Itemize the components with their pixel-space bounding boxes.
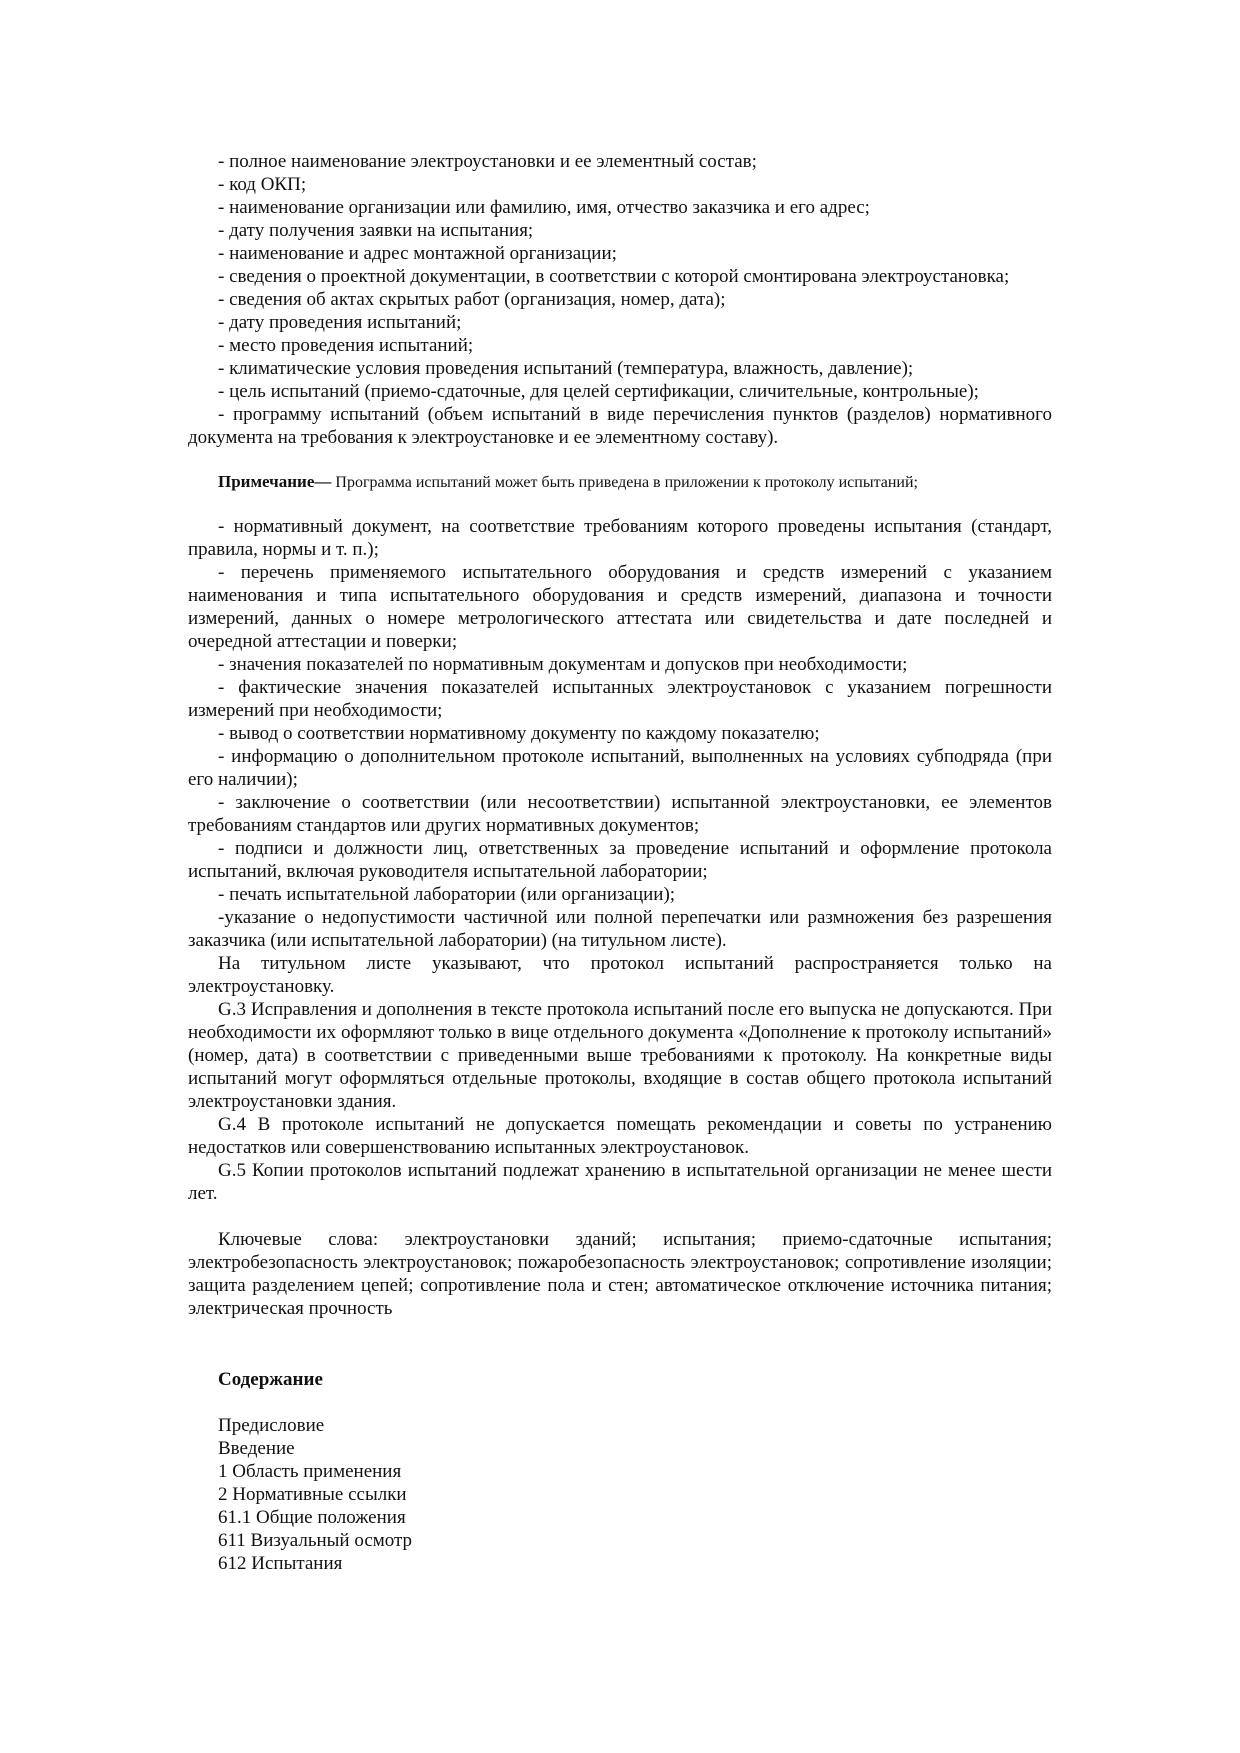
toc-item: 61.1 Общие положения [218,1507,406,1528]
protocol-requirements-list-b [188,515,1052,1205]
clause-g5: G.5 Копии протоколов испытаний подлежат хранению в испытательной организации не менее шести лет. [188,1160,1052,1204]
document-body [188,150,1052,1575]
table-of-contents [188,1414,1052,1575]
toc-item: 1 Область применения [218,1461,402,1482]
list-item: - нормативный документ, на соответствие требованиям которого проведены испытания (стандарт, правила, нормы и т. п.); [188,516,1052,560]
list-item: - значения показателей по нормативным документам и допусков при необходимости; [218,654,908,675]
protocol-requirements-list-a [188,150,1052,449]
keywords-paragraph: Ключевые слова: электроустановки зданий; испытания; приемо-сдаточные испытания; электробезопасность электроустановок; пожаробезопасность электроустановок; сопротивление изоляции; защита разделением цепей; сопротивление пола и стен; автоматическое отключение источника питания; электрическая прочность [188,1229,1052,1319]
list-item: - полное наименование электроустановки и ее элементный состав; [218,151,757,172]
list-item: - климатические условия проведения испытаний (температура, влажность, давление); [218,358,914,379]
toc-title: Содержание [218,1369,323,1390]
list-item: - наименование организации или фамилию, имя, отчество заказчика и его адрес; [218,197,870,218]
list-item: - сведения о проектной документации, в соответствии с которой смонтирована электроустановка; [218,266,1010,287]
toc-item: Предисловие [218,1415,325,1436]
list-item: - цель испытаний (приемо-сдаточные, для целей сертификации, сличительные, контрольные); [218,381,979,402]
list-item: - заключение о соответствии (или несоответствии) испытанной электроустановки, ее элементов требованиям стандартов или других нормативных документов; [188,792,1052,836]
title-page-note: На титульном листе указывают, что протокол испытаний распространяется только на электроустановку. [188,953,1052,997]
list-item: - фактические значения показателей испытанных электроустановок с указанием погрешности измерений при необходимости; [188,677,1052,721]
note-text: Программа испытаний может быть приведена в приложении к протоколу испытаний; [331,474,918,491]
spacer [188,1205,1052,1228]
list-item: -указание о недопустимости частичной или полной перепечатки или размножения без разрешения заказчика (или испытательной лаборатории) (на титульном листе). [188,907,1052,951]
list-item: - печать испытательной лаборатории (или организации); [218,884,676,905]
clause-g4: G.4 В протоколе испытаний не допускается помещать рекомендации и советы по устранению недостатков или совершенствованию испытанных электроустановок. [188,1114,1052,1158]
list-item: - место проведения испытаний; [218,335,474,356]
toc-item: Введение [218,1438,295,1459]
toc-item: 611 Визуальный осмотр [218,1530,413,1551]
list-item: - сведения об актах скрытых работ (организация, номер, дата); [218,289,726,310]
list-item: - вывод о соответствии нормативному документу по каждому показателю; [218,723,820,744]
note-label: Примечание— [218,472,332,491]
list-item: - информацию о дополнительном протоколе испытаний, выполненных на условиях субподряда (при его наличии); [188,746,1052,790]
list-item: - дату получения заявки на испытания; [218,220,534,241]
toc-item: 612 Испытания [218,1553,343,1574]
list-item: - код ОКП; [218,174,307,195]
list-item: - программу испытаний (объем испытаний в виде перечисления пунктов (разделов) нормативного документа на требования к электроустановке и ее элементному составу). [188,404,1052,448]
list-item: - наименование и адрес монтажной организации; [218,243,617,264]
list-item: - дату проведения испытаний; [218,312,462,333]
toc-item: 2 Нормативные ссылки [218,1484,407,1505]
list-item: - подписи и должности лиц, ответственных за проведение испытаний и оформление протокола испытаний, включая руководителя испытательной лаборатории; [188,838,1052,882]
clause-g3: G.3 Исправления и дополнения в тексте протокола испытаний после его выпуска не допускаются. При необходимости их оформляют только в вице отдельного документа «Дополнение к протоколу испытаний» (номер, дата) в соответствии с приведенными выше требованиями к протоколу. На конкретные виды испытаний могут оформляться отдельные протоколы, входящие в состав общего протокола испытаний электроустановки здания. [188,999,1052,1112]
note-paragraph [188,472,1052,493]
list-item: - перечень применяемого испытательного оборудования и средств измерений с указанием наименования и типа испытательного оборудования и средств измерений, диапазона и точности измерений, данных о номере метрологического аттестата или свидетельства и дате последней и очередной аттестации и поверки; [188,562,1052,652]
